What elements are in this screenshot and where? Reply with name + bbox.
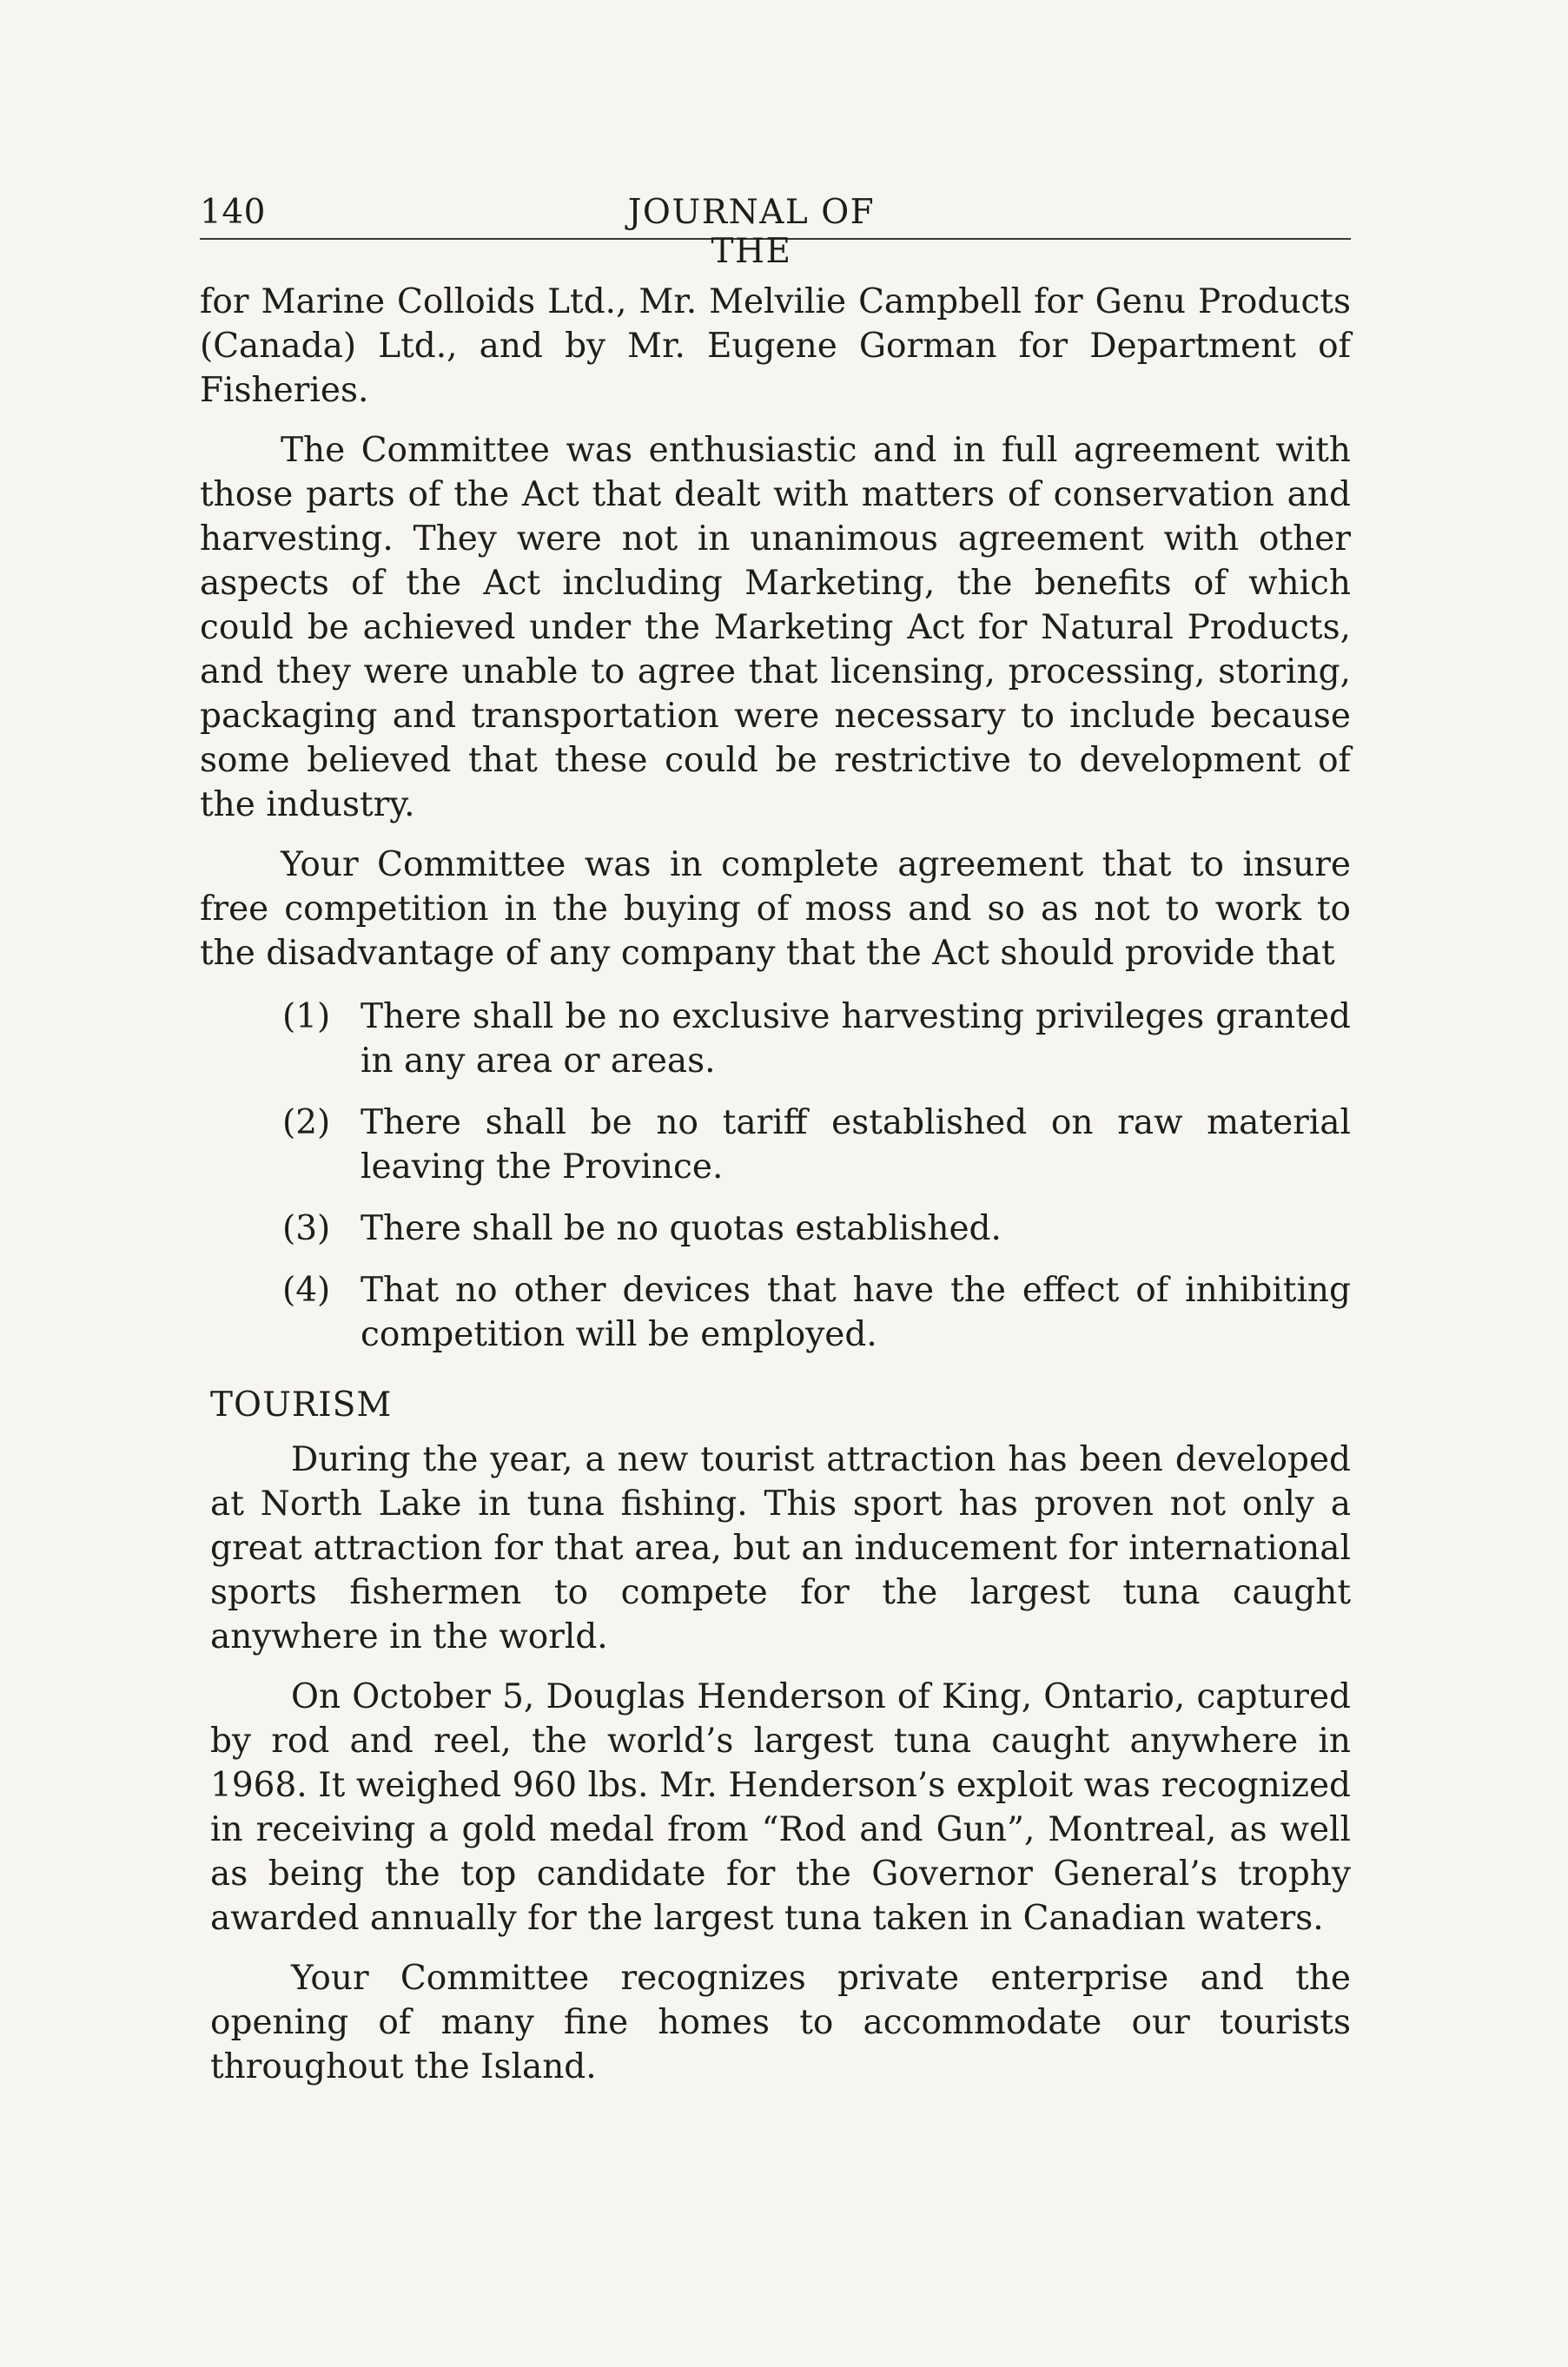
body-text [200,280,1351,2105]
list-item [200,995,1351,1083]
paragraph-committee-enthusiastic: The Committee was enthusiastic and in full agreement with those parts of the Act that dealt with matters of conservation and harvesting. They were not in unanimous agreement with other aspects of the Act including Marketing, the benefits of which could be achieved under the Marketing Act for Natural Products, and they were unable to agree that licensing, processing, storing, packaging and transportation were necessary to include because some believed that these could be restrictive to development of the industry. [200,431,1351,824]
page-number: 140 [200,193,266,232]
list-item-text: There shall be no tariff established on raw material leaving the Province. [361,1103,1351,1187]
list-item [200,1101,1351,1189]
page-header [200,193,1351,271]
tourism-section [200,1438,1351,2089]
list-item-number: (1) [282,997,331,1036]
list-item-number: (3) [282,1209,331,1248]
paragraph-continuation: for Marine Colloids Ltd., Mr. Melvilie Campbell for Genu Products (Canada) Ltd., and by Mr. Eugene Gorman for Department of Fisheries. [200,282,1351,410]
paragraph-complete-agreement: Your Committee was in complete agreement that to insure free competition in the buying of moss and so as not to work to the disadvantage of any company that the Act should provide that [200,845,1351,973]
list-item-text: There shall be no quotas established. [361,1209,1002,1248]
list-item-number: (2) [282,1103,331,1142]
paragraph-private-enterprise: Your Committee recognizes private enterprise and the opening of many fine homes to accommodate our tourists throughout the Island. [210,1959,1351,2086]
paragraph-henderson-tuna: On October 5, Douglas Henderson of King, Ontario, captured by rod and reel, the world’s largest tuna caught anywhere in 1968. It weighed 960 lbs. Mr. Henderson’s exploit was recognized in receiving a gold medal from “Rod and Gun”, Montreal, as well as being the top candidate for the Governor General’s trophy awarded annually for the largest tuna taken in Canadian waters. [210,1677,1351,1938]
list-item-text: That no other devices that have the effect of inhibiting competition will be employed. [361,1271,1351,1354]
list-item-text: There shall be no exclusive harvesting privileges granted in any area or areas. [361,997,1351,1081]
list-item [200,1268,1351,1357]
list-item-number: (4) [282,1271,331,1310]
list-item [200,1207,1351,1251]
paragraph-tourist-attraction: During the year, a new tourist attraction has been developed at North Lake in tuna fishing. This sport has proven not only a great attraction for that area, but an inducement for international sports fishermen to compete for the largest tuna caught anywhere in the world. [210,1440,1351,1656]
running-head: JOURNAL OF THE [627,193,876,271]
provisions-list [200,995,1351,1357]
section-heading-tourism: TOURISM [210,1385,393,1425]
